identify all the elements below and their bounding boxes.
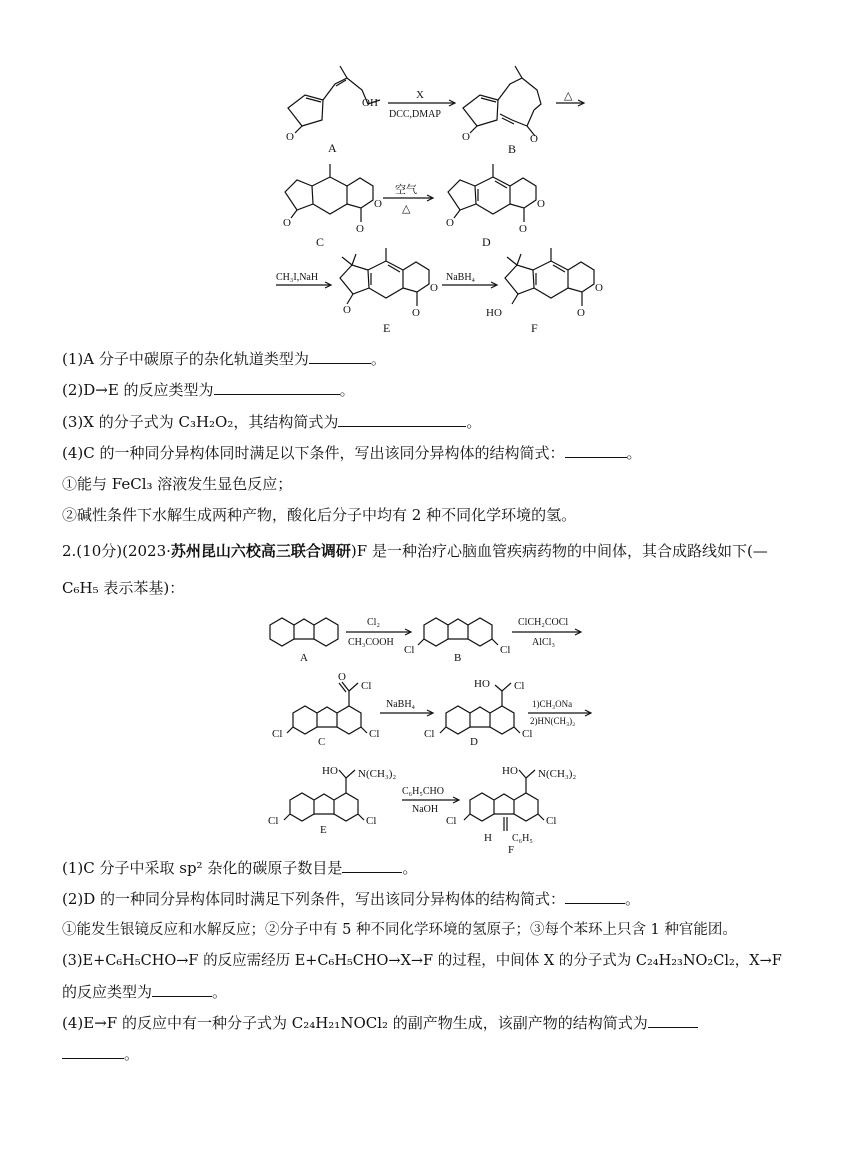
p2-question-4a (62, 1013, 698, 1033)
d-o2-label: O (519, 223, 527, 235)
p2-q2-end: 。 (625, 890, 641, 908)
p2-conditions: ①能发生银镜反应和水解反应；②分子中有 5 种不同化学环境的氢原子；③每个苯环上只含 1 种官能团。 (62, 922, 737, 938)
p2-q3-text: 的反应类型为 (62, 983, 153, 1001)
p1-q2-end: 。 (339, 381, 355, 399)
p2-q3-blank[interactable] (152, 982, 212, 997)
problem2-synthesis-scheme (0, 605, 860, 855)
p1-question-2 (62, 380, 355, 400)
p2-reagent-ch3ona: 1)CH₃ONa (532, 699, 573, 709)
p2-reagent-hnme2: 2)HN(CH₃)₂ (530, 716, 576, 726)
p2-compound-label-B: B (454, 652, 462, 664)
p1-q1-end: 。 (370, 350, 386, 368)
compound-label-A: A (328, 141, 337, 155)
p2-question-1 (62, 858, 417, 878)
p2-compound-label-F: F (508, 844, 515, 855)
p1-q1-text: (1)A 分子中碳原子的杂化轨道类型为 (62, 350, 309, 368)
p2-e-cl-left: Cl (268, 815, 279, 827)
c-o2-label: O (356, 223, 364, 235)
p1-q1-blank[interactable] (309, 349, 371, 364)
p2-reagent-ch3cooh: CH₃COOH (348, 637, 394, 648)
p2-header (62, 541, 768, 561)
p2-f-h: H (484, 832, 492, 844)
p2-c-cl-left: Cl (272, 728, 283, 740)
p2-reagent-nabh4: NaBH₄ (386, 699, 416, 710)
p2-q2-blank[interactable] (565, 889, 625, 904)
p1-q2-text: (2)D→E 的反应类型为 (62, 381, 214, 399)
compound-label-C: C (316, 235, 325, 249)
p1-q2-blank[interactable] (214, 380, 340, 395)
a-o-label: O (286, 131, 294, 143)
p2-q1-text: (1)C 分子中采取 sp² 杂化的碳原子数目是 (62, 859, 343, 877)
p2-c-cl-top: Cl (361, 680, 372, 692)
c-o-label: O (283, 217, 291, 229)
p2-question-4b (62, 1044, 139, 1064)
p2-question-3a: (3)E+C₆H₅CHO→F 的反应需经历 E+C₆H₅CHO→X→F 的过程，中间体 X 的分子式为 C₂₄H₂₃NO₂Cl₂，X→F (62, 953, 782, 969)
e-ring-o-label: O (430, 282, 438, 294)
p1-condition-2: ②碱性条件下水解生成两种产物，酸化后分子中均有 2 种不同化学环境的氢。 (62, 506, 577, 524)
c-ring-o-label: O (374, 198, 382, 210)
p2-d-cl-top: Cl (514, 680, 525, 692)
p2-header-c: C₆H₅ 表示苯基)： (62, 579, 185, 597)
p1-question-1 (62, 349, 386, 369)
p2-q4-text: (4)E→F 的反应中有一种分子式为 C₂₄H₂₁NOCl₂ 的副产物生成，该副产物的结构简式为 (62, 1014, 648, 1032)
reagent-nabh4-1: NaBH₄ (446, 272, 476, 283)
b-o-label: O (462, 131, 470, 143)
p2-b-cl-right: Cl (500, 644, 511, 656)
reagent-x: X (416, 89, 424, 101)
p2-d-cl-left: Cl (424, 728, 435, 740)
p2-q3-end: 。 (212, 983, 228, 1001)
f-ho-label: HO (486, 307, 502, 319)
a-oh-label: OH (362, 97, 378, 109)
compound-label-F: F (531, 321, 538, 335)
p2-q4-blank-2[interactable] (62, 1044, 124, 1059)
p1-q3-blank[interactable] (338, 412, 466, 427)
p2-b-cl-left: Cl (404, 644, 415, 656)
p2-f-ho: HO (502, 765, 518, 777)
problem1-synthesis-scheme (0, 0, 860, 345)
p2-d-cl-right: Cl (522, 728, 533, 740)
p2-f-cl-right: Cl (546, 815, 557, 827)
p2-q4-blank-1[interactable] (648, 1013, 698, 1028)
p1-q4-end: 。 (626, 444, 642, 462)
p1-q3-end: 。 (466, 413, 482, 431)
compound-label-E: E (383, 321, 391, 335)
p2-d-ho: HO (474, 678, 490, 690)
p2-reagent-cl2: Cl₂ (367, 617, 380, 628)
p1-condition-1: ①能与 FeCl₃ 溶液发生显色反应； (62, 475, 293, 493)
p2-question-3b (62, 982, 227, 1002)
f-o2-label: O (577, 307, 585, 319)
p2-compound-label-C: C (318, 736, 326, 748)
p2-q1-end: 。 (402, 859, 418, 877)
p2-compound-label-A: A (300, 652, 308, 664)
d-o-label: O (446, 217, 454, 229)
b-o2-label: O (530, 133, 538, 145)
p2-reagent-alcl3: AlCl₃ (532, 637, 555, 648)
reagent-heat-d: △ (402, 203, 411, 215)
f-ring-o-label: O (595, 282, 603, 294)
p2-q4-end: 。 (124, 1045, 140, 1063)
p2-reagent-naoh: NaOH (412, 804, 439, 815)
p2-reagent-c6h5cho: C₆H₅CHO (402, 786, 444, 797)
e-o2-label: O (412, 307, 420, 319)
p2-f-cl-left: Cl (446, 815, 457, 827)
reagent-ch3i-nah: CH₃I,NaH (276, 272, 319, 283)
reagent-air: 空气 (395, 184, 417, 196)
compound-label-D: D (482, 235, 491, 249)
e-o-label: O (343, 304, 351, 316)
p2-e-cl-right: Cl (366, 815, 377, 827)
p2-source: 苏州昆山六校高三联合调研 (170, 542, 351, 560)
reagent-heat-b: △ (564, 90, 573, 102)
p2-header-a: 2.(10分)(2023· (62, 542, 171, 560)
p2-question-2 (62, 889, 640, 909)
p2-header-b: )F 是一种治疗心脑血管疾病药物的中间体，其合成路线如下(— (350, 542, 768, 560)
p1-question-3 (62, 412, 481, 432)
compound-label-B: B (508, 142, 517, 156)
p1-q4-blank[interactable] (565, 443, 627, 458)
p1-question-4 (62, 443, 642, 463)
p1-q4-text: (4)C 的一种同分异构体同时满足以下条件，写出该同分异构体的结构简式： (62, 444, 565, 462)
p2-e-ho: HO (322, 765, 338, 777)
p2-q2-text: (2)D 的一种同分异构体同时满足下列条件，写出该同分异构体的结构简式： (62, 890, 566, 908)
p2-f-nme2: N(CH₃)₂ (538, 768, 577, 780)
p2-q1-blank[interactable] (342, 858, 402, 873)
p2-compound-label-E: E (320, 824, 327, 836)
p2-reagent-clch2cocl: ClCH₂COCl (518, 617, 569, 628)
p2-compound-label-D: D (470, 736, 478, 748)
p1-q3-text: (3)X 的分子式为 C₃H₂O₂，其结构简式为 (62, 413, 339, 431)
p2-c-o: O (338, 671, 346, 683)
p2-c-cl-right: Cl (369, 728, 380, 740)
reagent-dcc-dmap: DCC,DMAP (389, 109, 441, 120)
p2-f-c6h5: C₆H₅ (512, 833, 533, 844)
p2-e-nme2: N(CH₃)₂ (358, 768, 397, 780)
d-ring-o-label: O (537, 198, 545, 210)
